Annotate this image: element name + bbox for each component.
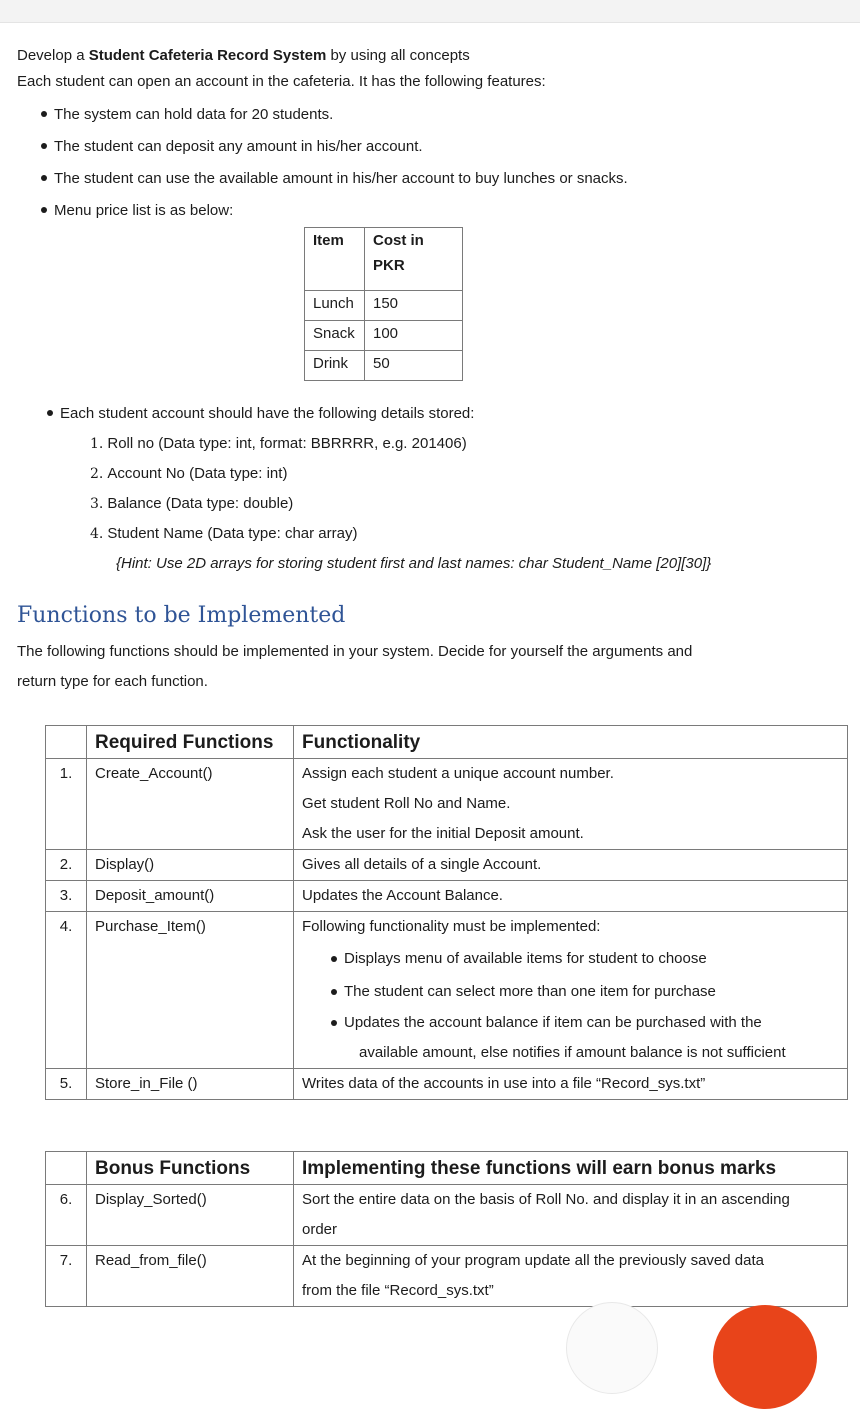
account-detail-item — [90, 465, 287, 482]
intro-prefix: Develop a — [17, 47, 89, 64]
menu-row — [305, 291, 463, 321]
required-row — [46, 881, 848, 912]
feature-item — [41, 138, 423, 155]
row-number — [46, 1185, 87, 1246]
account-details-intro — [47, 405, 474, 422]
bonus-header-description: Implementing these functions will earn bonus marks — [294, 1152, 848, 1185]
sub-item-text: Updates the account balance if item can be purchased with the — [344, 1014, 762, 1031]
item-text: Roll no (Data type: int, format: BBRRRR, e.g. 201406) — [107, 435, 467, 452]
row-number-text: 2. — [59, 856, 73, 873]
functionality-line: Gives all details of a single Account. — [302, 856, 542, 873]
function-name-text: Purchase_Item() — [95, 918, 206, 935]
functionality — [294, 912, 848, 1069]
function-name-text: Display() — [95, 856, 155, 873]
bullet-icon — [41, 175, 47, 181]
hint-text: {Hint: Use 2D arrays for storing student first and last names: char Student_Name [20][30]} — [116, 555, 712, 572]
feature-text: The student can deposit any amount in his/her account. — [54, 138, 423, 155]
function-name — [87, 1069, 294, 1100]
row-number-text: 4. — [59, 918, 73, 935]
item-number: 2. — [90, 466, 104, 482]
menu-item: Lunch — [305, 291, 365, 321]
required-header-functionality: Functionality — [294, 726, 848, 759]
menu-item: Snack — [305, 321, 365, 351]
item-text: Balance (Data type: double) — [107, 495, 294, 512]
bullet-icon — [41, 207, 47, 213]
row-number-text: 6. — [59, 1191, 73, 1208]
function-name — [87, 1185, 294, 1246]
menu-price-table — [304, 227, 463, 381]
bonus-header-row — [46, 1152, 848, 1185]
bullet-icon — [41, 143, 47, 149]
function-name-text: Store_in_File () — [95, 1075, 198, 1092]
functions-heading: Functions to be Implemented — [17, 603, 346, 628]
floating-action-button[interactable] — [713, 1305, 817, 1409]
function-name — [87, 850, 294, 881]
menu-cost: 100 — [365, 321, 463, 351]
bonus-row — [46, 1185, 848, 1246]
account-detail-item — [90, 495, 293, 512]
function-name — [87, 1246, 294, 1307]
feature-text: Menu price list is as below: — [54, 202, 234, 219]
functionality-line: Ask the user for the initial Deposit amount. — [302, 825, 584, 842]
functions-desc-line-2: return type for each function. — [17, 673, 208, 690]
functionality — [294, 1185, 848, 1246]
intro-suffix: by using all concepts — [326, 47, 470, 64]
bullet-icon — [331, 956, 337, 962]
required-header-functions: Required Functions — [87, 726, 294, 759]
menu-header-item: Item — [305, 228, 365, 291]
item-text: Student Name (Data type: char array) — [107, 525, 358, 542]
functionality-sub-item-cont: available amount, else notifies if amount balance is not sufficient — [359, 1044, 786, 1061]
required-row — [46, 1069, 848, 1100]
function-name — [87, 881, 294, 912]
feature-text: The system can hold data for 20 students. — [54, 106, 334, 123]
functions-desc-line-1: The following functions should be implemented in your system. Decide for yourself the arguments and — [17, 643, 693, 660]
row-number-text: 7. — [59, 1252, 73, 1269]
account-detail-item — [90, 525, 357, 542]
intro-line-1 — [17, 47, 470, 64]
functionality-line: Updates the Account Balance. — [302, 887, 503, 904]
bullet-icon — [331, 989, 337, 995]
functionality-line: Sort the entire data on the basis of Roll No. and display it in an ascending — [302, 1191, 790, 1208]
feature-item — [41, 106, 333, 123]
feature-item — [41, 202, 233, 219]
row-number — [46, 881, 87, 912]
required-row — [46, 759, 848, 850]
functionality-line: order — [302, 1221, 338, 1238]
required-functions-table — [45, 725, 848, 1100]
item-number: 4. — [90, 526, 104, 542]
functionality-line: Get student Roll No and Name. — [302, 795, 511, 812]
function-name-text: Display_Sorted() — [95, 1191, 207, 1208]
menu-header-cost-line2: PKR — [373, 257, 405, 274]
function-name-text: Create_Account() — [95, 765, 213, 782]
feature-text: The student can use the available amount in his/her account to buy lunches or snacks. — [54, 170, 628, 187]
functionality — [294, 850, 848, 881]
function-name — [87, 912, 294, 1069]
menu-cost: 150 — [365, 291, 463, 321]
functionality-line: Following functionality must be implemented: — [302, 918, 601, 935]
row-number — [46, 1069, 87, 1100]
menu-item: Drink — [305, 351, 365, 381]
functionality-sub-item — [302, 942, 839, 975]
row-number — [46, 912, 87, 1069]
row-number-text: 5. — [59, 1075, 73, 1092]
item-text: Account No (Data type: int) — [107, 465, 288, 482]
account-details-intro-text: Each student account should have the following details stored: — [60, 405, 475, 422]
menu-row — [305, 351, 463, 381]
menu-header-cost — [365, 228, 463, 291]
functionality — [294, 881, 848, 912]
menu-header-row — [305, 228, 463, 291]
functionality — [294, 1246, 848, 1307]
bonus-functions-table — [45, 1151, 848, 1307]
functionality — [294, 759, 848, 850]
account-detail-item — [90, 435, 467, 452]
floating-circle-button[interactable] — [566, 1302, 658, 1394]
bonus-header-num — [46, 1152, 87, 1185]
row-number-text: 3. — [59, 887, 73, 904]
functionality-line: At the beginning of your program update all the previously saved data — [302, 1252, 764, 1269]
required-header-row — [46, 726, 848, 759]
item-number: 3. — [90, 496, 104, 512]
functionality — [294, 1069, 848, 1100]
bonus-row — [46, 1246, 848, 1307]
feature-item — [41, 170, 628, 187]
row-number — [46, 850, 87, 881]
top-bar — [0, 0, 860, 23]
functionality-sub-item — [302, 1008, 839, 1038]
function-name-text: Read_from_file() — [95, 1252, 207, 1269]
row-number — [46, 1246, 87, 1307]
bonus-header-functions: Bonus Functions — [87, 1152, 294, 1185]
system-title: Student Cafeteria Record System — [88, 47, 327, 64]
required-row — [46, 912, 848, 1069]
sub-item-text: The student can select more than one item for purchase — [344, 983, 716, 1000]
functionality-line: Assign each student a unique account number. — [302, 765, 614, 782]
row-number — [46, 759, 87, 850]
functionality-line: Writes data of the accounts in use into a file “Record_sys.txt” — [302, 1075, 706, 1092]
required-header-num — [46, 726, 87, 759]
intro-line-2: Each student can open an account in the cafeteria. It has the following features: — [17, 73, 546, 90]
function-name-text: Deposit_amount() — [95, 887, 215, 904]
menu-row — [305, 321, 463, 351]
functionality-sub-item — [302, 975, 839, 1008]
functionality-line: from the file “Record_sys.txt” — [302, 1282, 494, 1299]
bullet-icon — [41, 111, 47, 117]
required-row — [46, 850, 848, 881]
bullet-icon — [331, 1020, 337, 1026]
row-number-text: 1. — [59, 765, 73, 782]
bullet-icon — [47, 410, 53, 416]
function-name — [87, 759, 294, 850]
item-number: 1. — [90, 436, 104, 452]
sub-item-text: Displays menu of available items for student to choose — [344, 950, 707, 967]
menu-header-cost-line1: Cost in — [373, 232, 424, 249]
menu-cost: 50 — [365, 351, 463, 381]
